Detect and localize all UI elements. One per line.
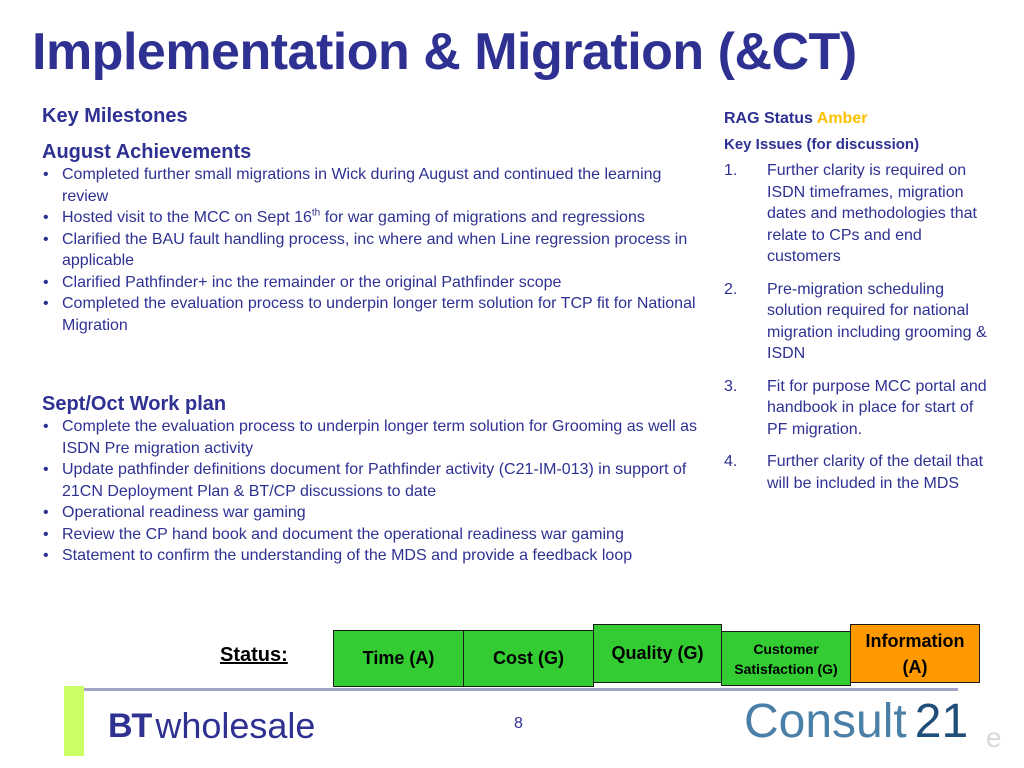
page-number: 8 [514, 715, 523, 732]
consult-number: 21 [914, 695, 969, 748]
issue-number: 3. [724, 377, 738, 395]
status-information-box [850, 624, 980, 683]
issue-number: 4. [724, 453, 738, 470]
status-customer-line2: Satisfaction (G) [734, 660, 838, 677]
august-list [42, 164, 707, 336]
list-item-text: Hosted visit to the MCC on Sept 16 [62, 209, 312, 226]
list-item: • Complete the evaluation process to underpin longer term solution for Grooming as well as ISDN Pre migration activity [42, 416, 707, 459]
status-quality-box: Quality (G) [593, 624, 722, 683]
issue-item [724, 279, 996, 365]
list-item: • Clarified Pathfinder+ inc the remainder or the original Pathfinder scope [42, 272, 707, 294]
bt-logo-word: wholesale [155, 705, 316, 746]
list-item [42, 207, 707, 229]
list-item: • Clarified the BAU fault handling process, inc where and when Line regression process in applicable [42, 229, 707, 272]
list-item: • Update pathfinder definitions document for Pathfinder activity (C21-IM-013) in support of 21CN Deployment Plan & BT/CP discussions to date [42, 459, 707, 502]
issue-text: Further clarity of the detail that will be included in the MDS [767, 453, 984, 492]
issue-item [724, 160, 996, 268]
list-item: • Statement to confirm the understanding of the MDS and provide a feedback loop [42, 545, 707, 567]
rag-value: Amber [816, 110, 868, 127]
left-column [42, 104, 707, 567]
rag-label: RAG Status [724, 110, 813, 127]
right-column [724, 107, 996, 505]
bt-logo-mark: BT [108, 706, 152, 745]
status-information-line2: (A) [902, 656, 928, 677]
slide-title: Implementation & Migration (&CT) [32, 23, 857, 81]
list-item: • Completed the evaluation process to underpin longer term solution for TCP fit for National Migration [42, 293, 707, 336]
status-information-line1: Information [865, 630, 965, 651]
sept-oct-heading: Sept/Oct Work plan [42, 393, 227, 415]
issue-text: Pre-migration scheduling solution required for national migration including grooming & ISDN [767, 280, 987, 362]
consult21-logo [744, 694, 968, 750]
footer-accent-bar [64, 686, 84, 756]
issues-list [724, 160, 996, 494]
list-item: • Review the CP hand book and document the operational readiness war gaming [42, 524, 707, 546]
consult-word: Consult [744, 695, 907, 748]
bt-wholesale-logo [108, 703, 315, 749]
status-customer-line1: Customer [753, 640, 819, 657]
sept-oct-list [42, 416, 707, 567]
issue-item [724, 451, 996, 494]
status-time-box: Time (A) [333, 630, 464, 687]
status-label: Status: [220, 644, 288, 666]
ghost-letter: e [986, 722, 1002, 753]
issue-text: Fit for purpose MCC portal and handbook in place for start of PF migration. [767, 377, 987, 438]
august-heading: August Achievements [42, 141, 252, 163]
rag-status [724, 107, 996, 131]
status-cost-box: Cost (G) [463, 630, 594, 687]
issue-item [724, 376, 996, 441]
list-item: • Operational readiness war gaming [42, 502, 707, 524]
footer-divider [84, 688, 958, 691]
issue-number: 2. [724, 280, 738, 298]
key-issues-heading: Key Issues (for discussion) [724, 136, 920, 153]
superscript: th [311, 207, 321, 219]
list-item-text: for war gaming of migrations and regressions [320, 209, 645, 226]
issue-text: Further clarity is required on ISDN timeframes, migration dates and methodologies that relate to CPs and end customers [767, 162, 977, 265]
status-customer-satisfaction-box [721, 631, 851, 686]
key-milestones-heading: Key Milestones [42, 105, 188, 127]
issue-number: 1. [724, 162, 738, 179]
list-item: • Completed further small migrations in Wick during August and continued the learning review [42, 164, 707, 207]
